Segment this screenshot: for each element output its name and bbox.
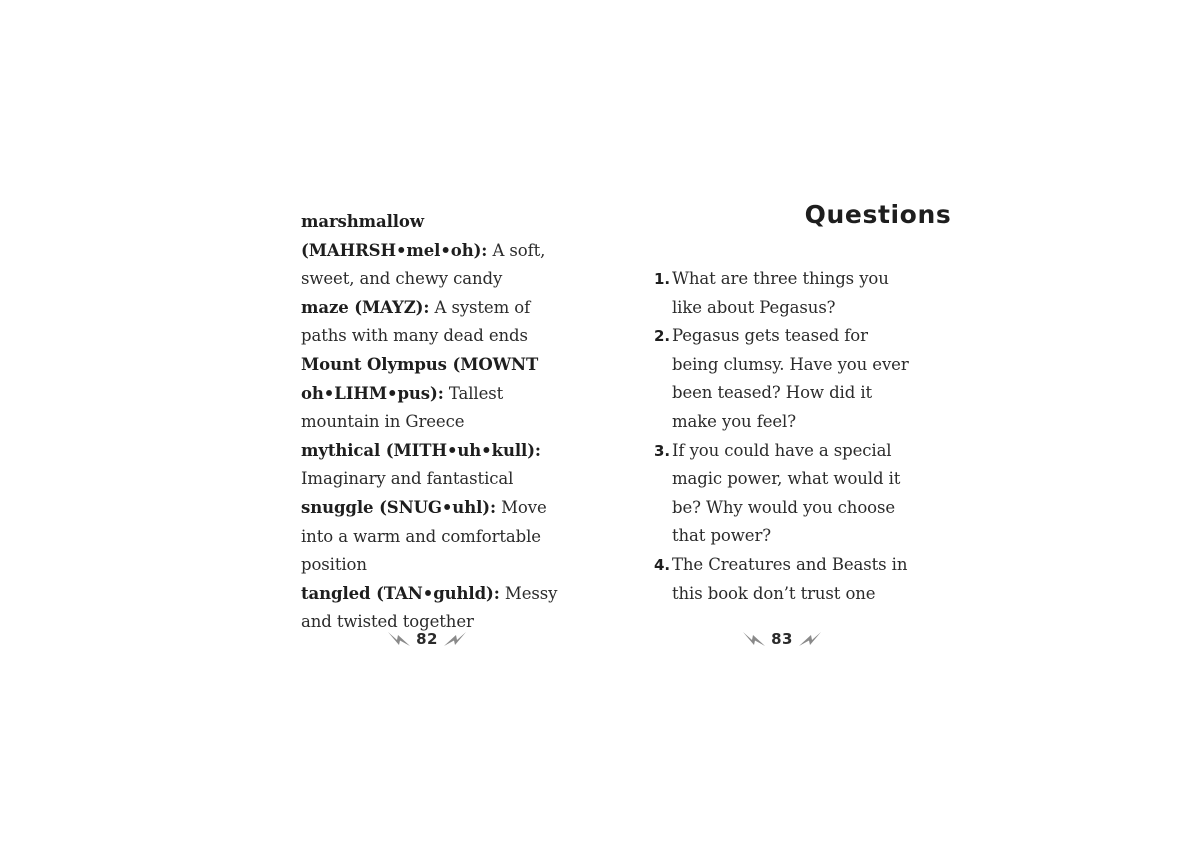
lightning-bolt-icon [388, 631, 410, 647]
glossary-term: tangled (TAN•guhld): [301, 583, 500, 603]
question-item [654, 437, 914, 551]
page-footer-right [743, 628, 821, 650]
glossary-term: maze (MAYZ): [301, 297, 430, 317]
question-item [654, 551, 914, 608]
glossary-entry [301, 208, 571, 294]
glossary-entry [301, 294, 571, 351]
question-text: If you could have a special magic power, what would it be? Why would you choose that power? [672, 440, 901, 546]
glossary-term: mythical (MITH•uh•kull): [301, 440, 541, 460]
glossary-entry [301, 437, 571, 494]
questions-list [654, 265, 914, 608]
page-number: 83 [771, 630, 793, 648]
question-item [654, 265, 914, 322]
lightning-bolt-icon [444, 631, 466, 647]
question-text: Pegasus gets teased for being clumsy. Have you ever been teased? How did it make you feel? [672, 326, 909, 431]
page-number: 82 [416, 630, 438, 648]
question-number: 4. [654, 555, 670, 574]
glossary-entry [301, 351, 571, 437]
question-text: What are three things you like about Pegasus? [672, 269, 889, 317]
question-number: 3. [654, 441, 670, 460]
glossary-definition: Move into a warm and comfortable position [301, 497, 547, 575]
lightning-bolt-icon [799, 631, 821, 647]
right-page [600, 0, 1200, 855]
glossary-definition: Tallest mountain in Greece [301, 383, 504, 432]
question-number: 2. [654, 327, 670, 346]
question-text: The Creatures and Beasts in this book don’t trust one [672, 554, 908, 603]
glossary-term: snuggle (SNUG•uhl): [301, 497, 496, 517]
question-number: 1. [654, 270, 670, 288]
page-footer-left [388, 628, 466, 650]
question-item [654, 322, 914, 436]
glossary-term: marshmallow (MAHRSH•mel•oh): [301, 212, 488, 260]
glossary-list [301, 208, 571, 637]
glossary-definition: A soft, sweet, and chewy candy [301, 240, 546, 289]
glossary-definition: Imaginary and fantastical [301, 469, 514, 489]
glossary-entry [301, 494, 571, 580]
glossary-definition: Messy and twisted together [301, 583, 558, 632]
glossary-term: Mount Olympus (MOWNT oh•LIHM•pus): [301, 354, 539, 403]
glossary-definition: A system of paths with many dead ends [301, 297, 531, 346]
page-title: Questions [804, 200, 952, 229]
lightning-bolt-icon [743, 631, 765, 647]
